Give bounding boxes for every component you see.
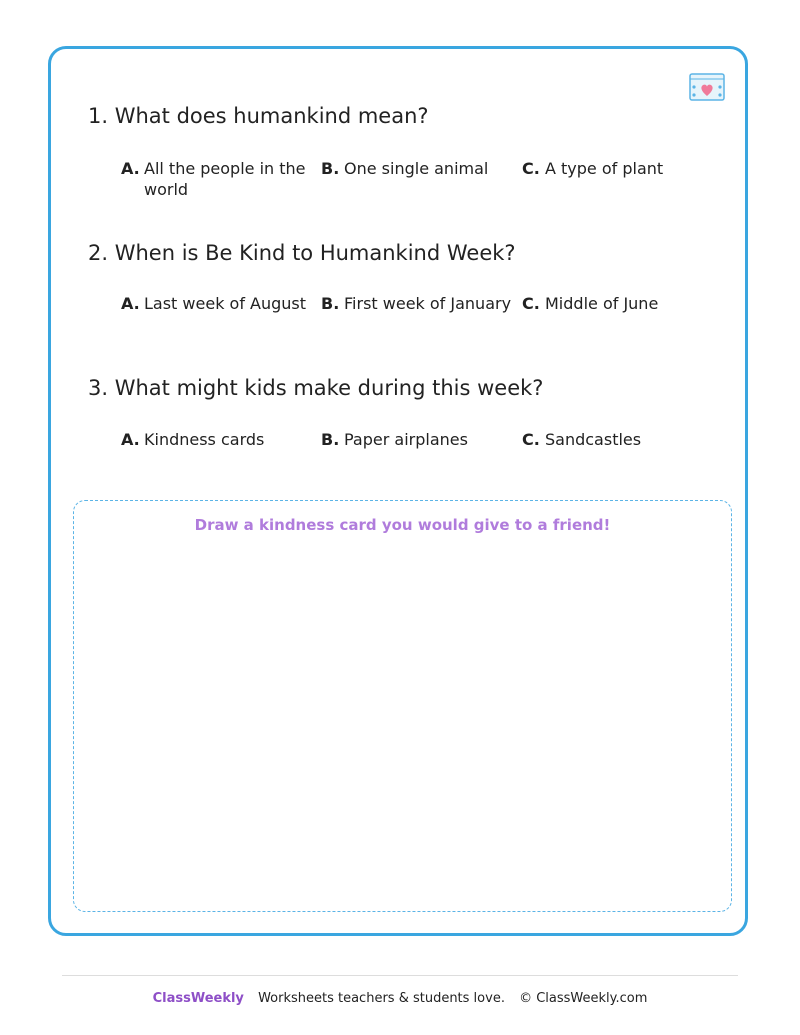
q3-option-b[interactable] — [321, 429, 516, 451]
option-letter: C. — [522, 159, 540, 178]
option-letter: A. — [121, 294, 140, 313]
option-text: One single animal — [344, 159, 489, 178]
question-3: 3. What might kids make during this week? — [88, 376, 544, 400]
q1-option-c[interactable] — [522, 158, 722, 180]
q2-option-b[interactable] — [321, 293, 516, 315]
option-text: All the people in the — [144, 159, 306, 178]
q2-option-a[interactable] — [121, 293, 316, 315]
q3-option-c[interactable] — [522, 429, 722, 451]
q2-option-c[interactable] — [522, 293, 722, 315]
drawing-area[interactable] — [73, 500, 732, 912]
kindness-card-icon — [688, 71, 726, 103]
q3-option-a[interactable] — [121, 429, 316, 451]
option-text: A type of plant — [545, 159, 664, 178]
option-letter: B. — [321, 430, 340, 449]
option-letter: C. — [522, 430, 540, 449]
footer — [0, 991, 800, 1006]
question-2: 2. When is Be Kind to Humankind Week? — [88, 241, 516, 265]
footer-tagline: Worksheets teachers & students love. — [258, 991, 505, 1006]
option-text: Kindness cards — [144, 430, 265, 449]
footer-copyright: © ClassWeekly.com — [519, 991, 648, 1006]
option-text-line2: world — [144, 180, 189, 199]
option-text: Sandcastles — [545, 430, 642, 449]
option-letter: B. — [321, 159, 340, 178]
option-text: Paper airplanes — [344, 430, 468, 449]
option-letter: C. — [522, 294, 540, 313]
footer-brand: ClassWeekly — [152, 991, 244, 1006]
q1-option-b[interactable] — [321, 158, 516, 180]
option-text: Middle of June — [545, 294, 659, 313]
drawing-prompt: Draw a kindness card you would give to a friend! — [194, 516, 611, 534]
option-letter: A. — [121, 430, 140, 449]
option-letter: A. — [121, 159, 140, 178]
question-1: 1. What does humankind mean? — [88, 104, 429, 128]
option-letter: B. — [321, 294, 340, 313]
footer-divider — [62, 975, 738, 976]
option-text: First week of January — [344, 294, 512, 313]
option-text: Last week of August — [144, 294, 307, 313]
q1-option-a[interactable] — [121, 158, 311, 202]
